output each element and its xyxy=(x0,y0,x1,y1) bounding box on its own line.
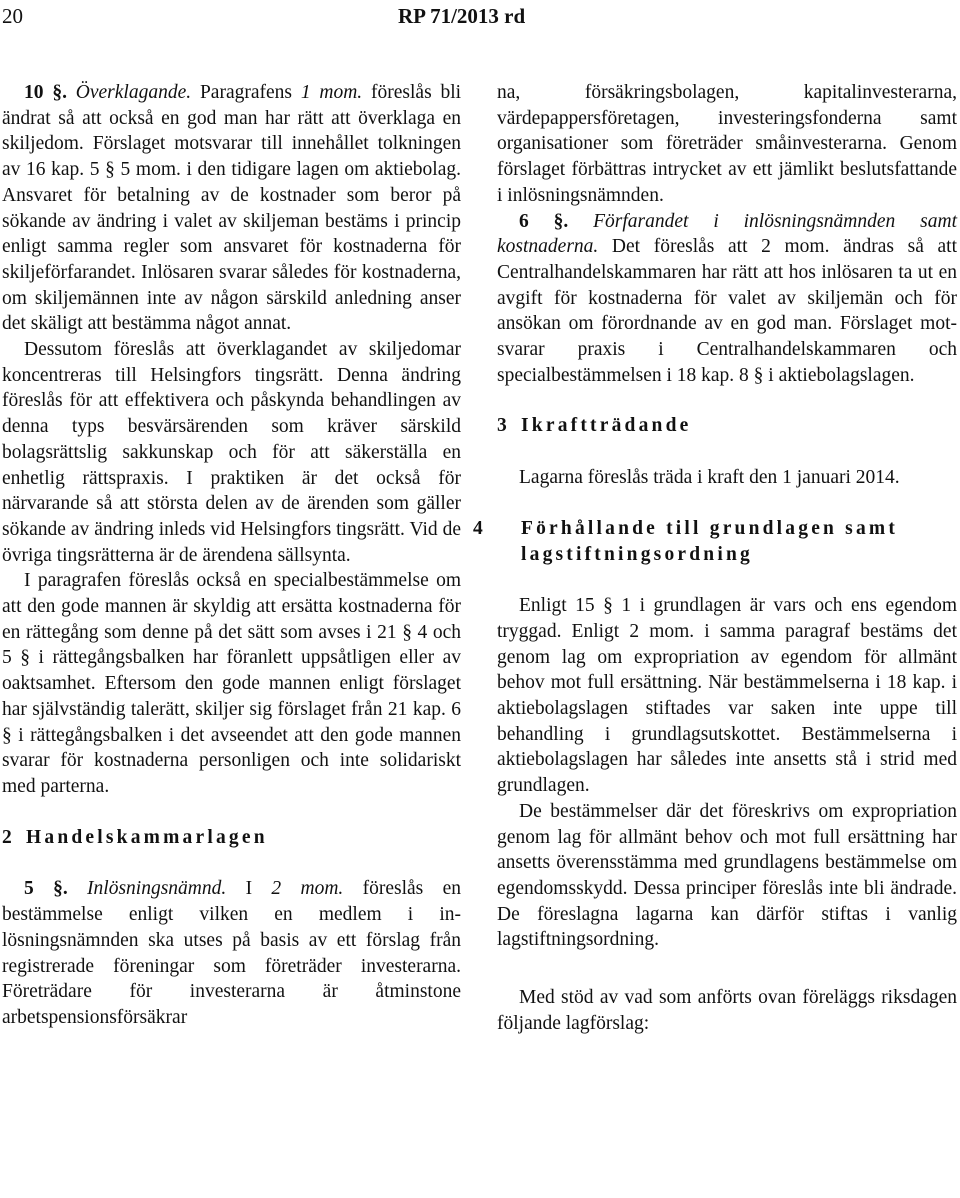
paragraph-text: Dessutom föreslås att överklagandet av skiljedomar koncentreras till Helsingfors tingsrätt. Denna ändring föreslås för att effektivera och påskynda behandlingen av denna typs besvärsärenden som kräver särskild bolagsrättslig sakkunskap och för att säkerställa en enhetlig rättspraxis. I praktiken är det också för närvarande så att största delen av de ärenden som gäller sökande av ändring inleds vid Helsingfors tingsrätt. Vid de övriga tingsrätterna är de ärendena sällsynta. xyxy=(2,339,461,566)
paragraph-body: föreslås en bestämmelse enligt vilken en medlem i inlösningsnämnden ska utses på basis av ett förslag från registrerade föreningar som företräder investerarna. Företrädare för investerarna är åtminstone arbetspensionsförsäkrar xyxy=(2,878,461,1028)
section-sign: §. xyxy=(53,878,68,900)
section-heading-number: 3 xyxy=(497,415,507,437)
section-heading-number: 2 xyxy=(2,826,12,848)
section-heading: Förfarandet i inlösningsnämnden samt kostnaderna. xyxy=(497,210,957,258)
paragraph-text: Enligt 15 § 1 i grundlagen är vars och ens egendom tryggad. Enligt 2 mom. i samma paragraf bestäms det genom lag om expropriation av egendom för allmänt behov mot full ersättning. När bestämmelserna i 18 kap. i aktiebolagslagen stiftades var saken inte uppe till behandling i grundlagsutskottet. Bestämmelserna i aktiebolagslagen har således inte ansetts stå i strid med grundlagen. xyxy=(497,595,957,797)
section-heading-title: Ikraftträdande xyxy=(521,415,692,437)
left-column xyxy=(2,80,461,1031)
section-number: 10 xyxy=(24,82,44,103)
right-column xyxy=(473,80,958,1037)
section-heading-3 xyxy=(497,413,957,439)
section-heading-2 xyxy=(2,825,461,851)
paragraph-text: De bestämmelser där det föreskrivs om expropriation genom lag för allmänt behov och mot full ersättning har ansetts överensstämma med grundlagens bestämmelse om egendomsskydd. Dessa principer föreslås inte bli ändrade. De föreslagna lagarna kan därför stiftas i vanlig lagstiftningsordning. xyxy=(497,800,957,951)
section-ref: Paragrafens xyxy=(199,82,292,103)
section-heading: Överklagande. xyxy=(75,82,192,103)
paragraph-body: föreslås bli ändrat så att också en god man har rätt att överklaga en skiljedom. Förslaget motsvarar till innehållet tolkningen av 16 kap. 5 § 5 mom. i den tidigare lagen om aktiebolag. Ansvaret för betalning av de kostnader som beror på sökande av ändring i valet av skiljeman bestäms i princip enligt samma regler som ansvaret för kostnaderna för skiljeförfarandet. Inlösaren svarar således för kostnaderna, om skiljemännen inte av någon särskild anledning anser det skäligt att bestämma något annat. xyxy=(2,82,462,335)
section-number: 5 xyxy=(24,878,34,900)
paragraph-text: Med stöd av vad som anförts ovan föreläggs riksdagen följande lagförslag: xyxy=(497,987,957,1034)
section-sign: §. xyxy=(52,82,67,103)
paragraph-5-section xyxy=(2,876,461,1030)
paragraph-10-section xyxy=(2,80,461,337)
paragraph-6-section xyxy=(497,209,957,389)
section-heading-number: 4 xyxy=(473,517,483,539)
paragraph-continuation: na, försäkringsbolagen, kapitalinvesterarna, värdepappersföretagen, investeringsfonderna samt organisationer som företräder småinvesterarna. Genom förslaget förbättras intrycket av ett jämlikt beslutsfattande i inlösningsnämnden. xyxy=(497,82,957,206)
section-heading-title: Handelskammarlagen xyxy=(26,826,268,848)
section-sign: §. xyxy=(553,210,569,232)
paragraph-text: I paragrafen föreslås också en specialbestämmelse om att den gode mannen är skyldig att ersätta kostnaderna för en rättegång som denne på det sätt som avses i 21 § 4 och 5 § i rättegångsbalken har föranlett uppsåtligen eller av oaktsamhet. Eftersom den gode mannen enligt förslaget har självständig talerätt, skiljer sig förslaget från 21 kap. 6 § i rättegångsbalken i det avseendet att den gode mannen svarar för kostnaderna personligen och inte solidariskt med parterna. xyxy=(2,570,461,797)
section-number: 6 xyxy=(519,210,529,232)
paragraph-body: Det föreslås att 2 mom. ändras så att Centralhandelskammaren har rätt att hos inlösaren ta ut en avgift för kostnaderna för valet av skiljemän och för ansökan om förordnande av en god man. Förslaget motsvarar praxis i Centralhandelskammaren och specialbestämmelsen i 18 kap. 8 § i aktiebolagslagen. xyxy=(497,236,958,386)
section-ref: I xyxy=(245,878,253,900)
document-title: RP 71/2013 rd xyxy=(398,4,526,28)
paragraph-text: Lagarna föreslås träda i kraft den 1 januari 2014. xyxy=(519,467,900,489)
section-heading-4 xyxy=(473,516,957,567)
section-heading: Inlösningsnämnd. xyxy=(87,878,227,900)
page-number: 20 xyxy=(2,4,23,28)
section-heading-title: Förhållande till grundlagen samt lagstiftningsordning xyxy=(521,517,899,565)
section-ref-moment: 1 mom. xyxy=(300,82,363,103)
section-ref-moment: 2 mom. xyxy=(271,878,344,900)
